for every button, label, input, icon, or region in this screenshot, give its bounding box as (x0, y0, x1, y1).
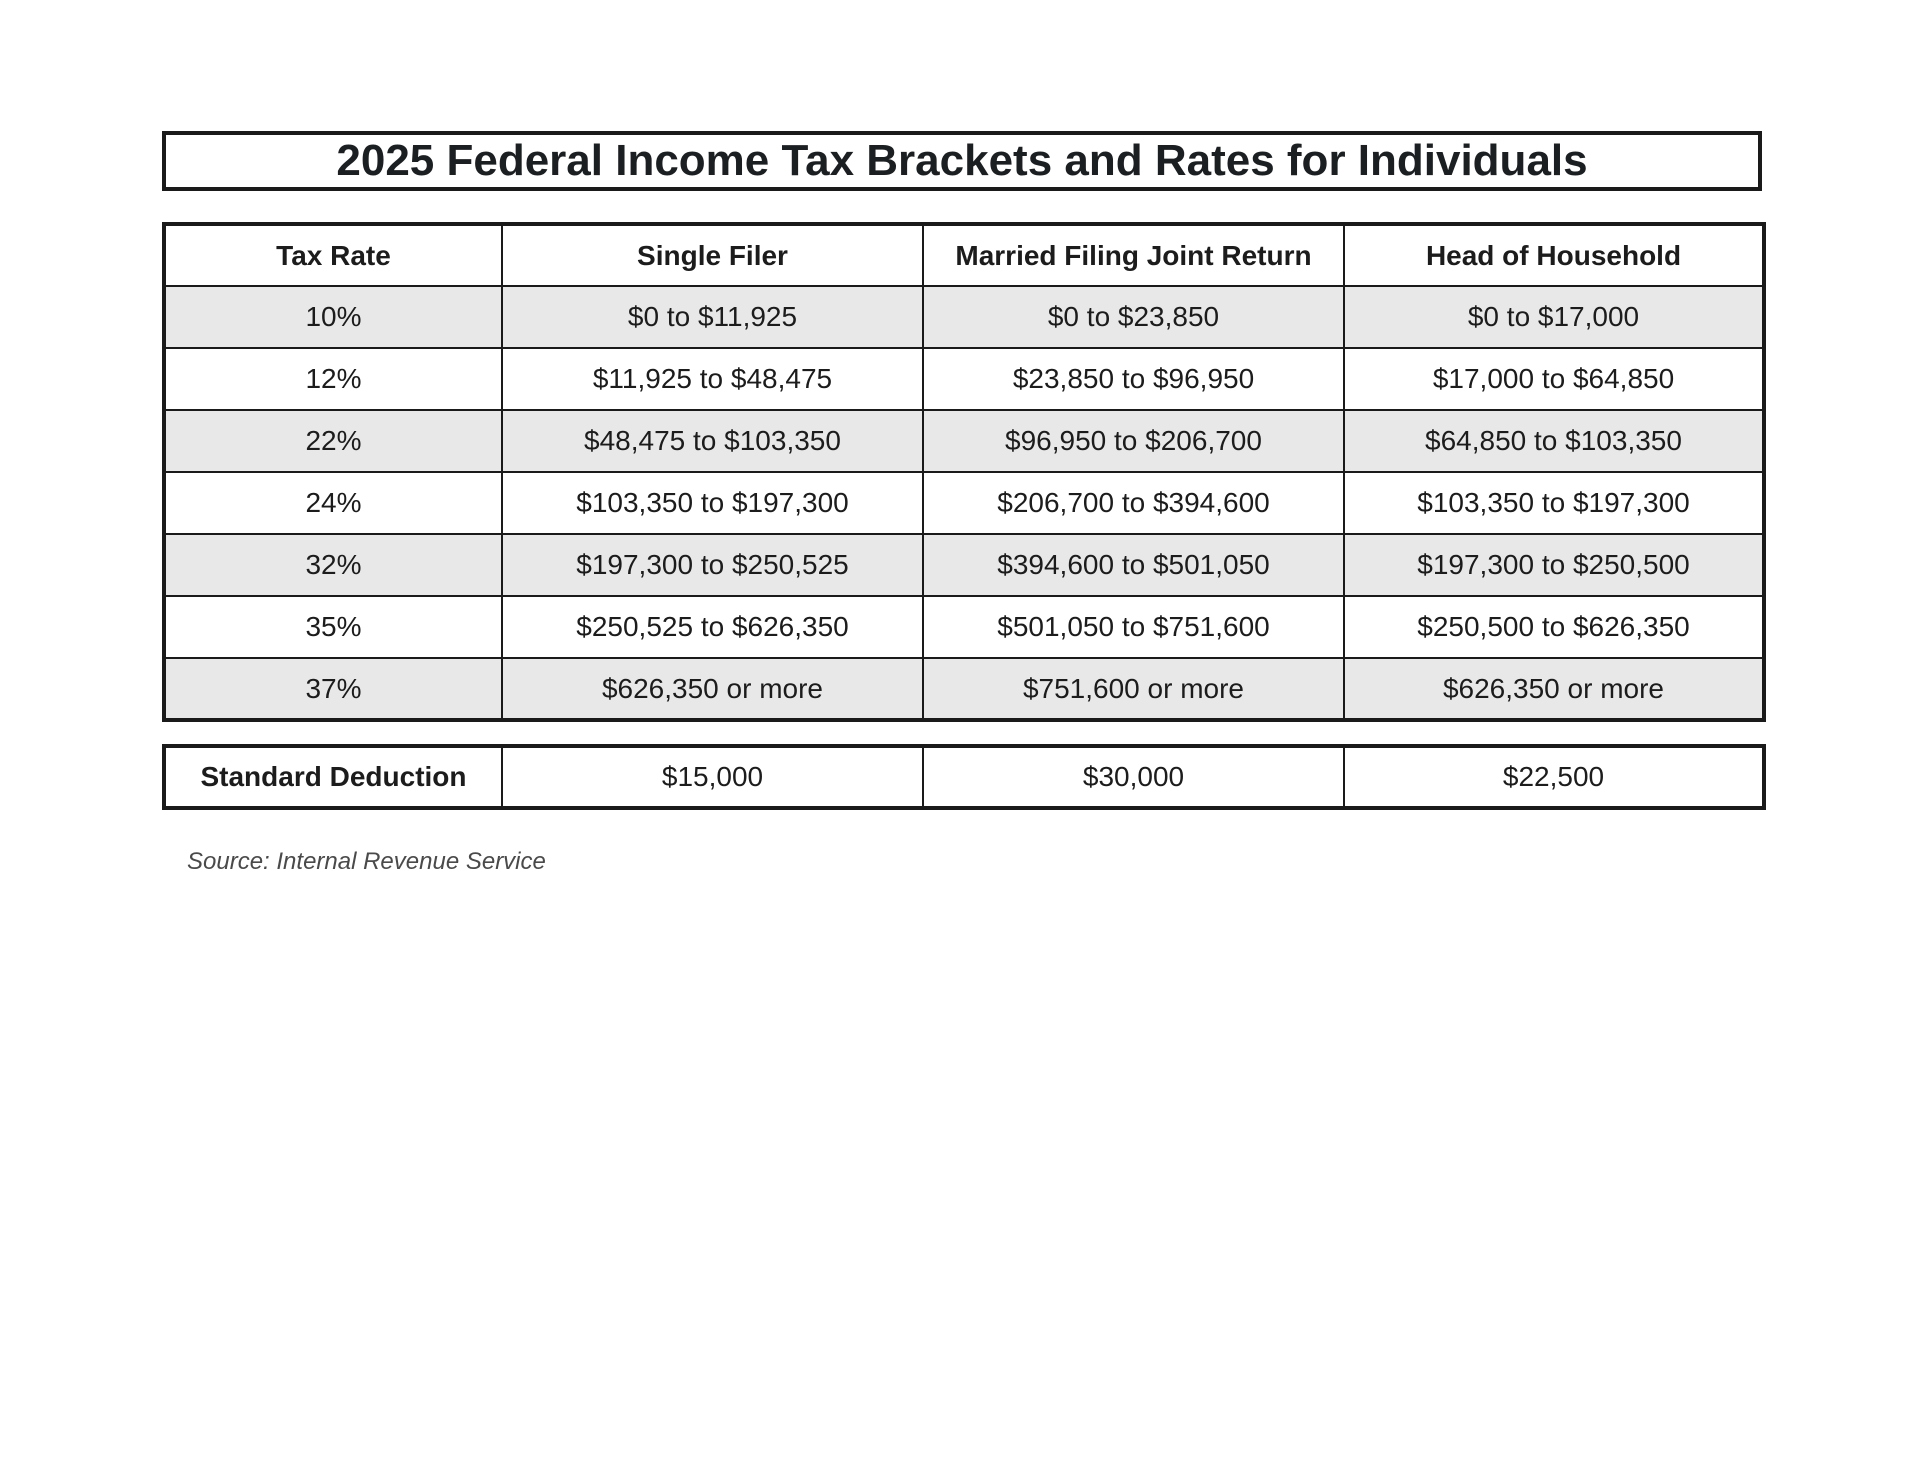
married-cell: $394,600 to $501,050 (923, 534, 1344, 596)
table-row (164, 348, 1764, 410)
source-note: Source: Internal Revenue Service (187, 848, 546, 875)
single-cell: $626,350 or more (502, 658, 923, 720)
title-box (162, 131, 1762, 191)
married-cell: $23,850 to $96,950 (923, 348, 1344, 410)
married-cell: $751,600 or more (923, 658, 1344, 720)
rate-cell: 35% (164, 596, 502, 658)
rate-cell: 37% (164, 658, 502, 720)
standard-deduction-table (162, 744, 1766, 810)
header-head-of-household: Head of Household (1344, 224, 1764, 286)
single-cell: $0 to $11,925 (502, 286, 923, 348)
table-header-row (164, 224, 1764, 286)
head-cell: $0 to $17,000 (1344, 286, 1764, 348)
head-cell: $197,300 to $250,500 (1344, 534, 1764, 596)
rate-cell: 22% (164, 410, 502, 472)
deduction-label: Standard Deduction (164, 746, 502, 808)
head-cell: $626,350 or more (1344, 658, 1764, 720)
head-cell: $250,500 to $626,350 (1344, 596, 1764, 658)
head-cell: $64,850 to $103,350 (1344, 410, 1764, 472)
table-row (164, 286, 1764, 348)
single-cell: $11,925 to $48,475 (502, 348, 923, 410)
deduction-single: $15,000 (502, 746, 923, 808)
table-row (164, 658, 1764, 720)
rate-cell: 12% (164, 348, 502, 410)
rate-cell: 32% (164, 534, 502, 596)
married-cell: $206,700 to $394,600 (923, 472, 1344, 534)
page-title: 2025 Federal Income Tax Brackets and Rates for Individuals (336, 136, 1588, 185)
header-single-filer: Single Filer (502, 224, 923, 286)
header-tax-rate: Tax Rate (164, 224, 502, 286)
married-cell: $0 to $23,850 (923, 286, 1344, 348)
tax-brackets-table (162, 222, 1766, 722)
single-cell: $250,525 to $626,350 (502, 596, 923, 658)
single-cell: $48,475 to $103,350 (502, 410, 923, 472)
married-cell: $501,050 to $751,600 (923, 596, 1344, 658)
married-cell: $96,950 to $206,700 (923, 410, 1344, 472)
single-cell: $103,350 to $197,300 (502, 472, 923, 534)
table-row (164, 534, 1764, 596)
head-cell: $103,350 to $197,300 (1344, 472, 1764, 534)
table-row (164, 596, 1764, 658)
deduction-married: $30,000 (923, 746, 1344, 808)
header-married-joint: Married Filing Joint Return (923, 224, 1344, 286)
rate-cell: 24% (164, 472, 502, 534)
single-cell: $197,300 to $250,525 (502, 534, 923, 596)
rate-cell: 10% (164, 286, 502, 348)
table-row (164, 472, 1764, 534)
table-row (164, 410, 1764, 472)
deduction-head: $22,500 (1344, 746, 1764, 808)
head-cell: $17,000 to $64,850 (1344, 348, 1764, 410)
deduction-row (164, 746, 1764, 808)
